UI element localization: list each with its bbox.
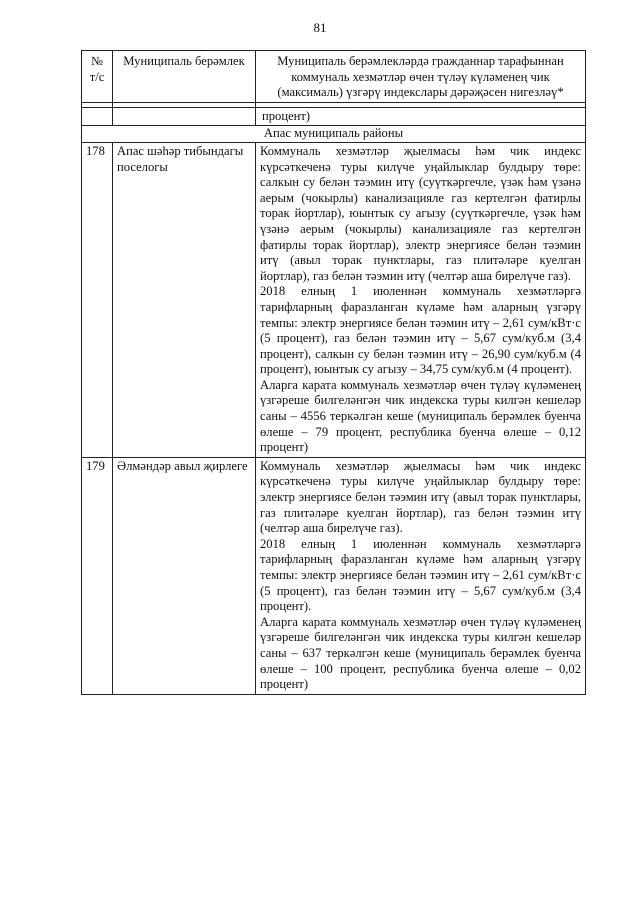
- description-paragraph: Коммуналь хезмәтләр җыелмасы һәм чик индекс күрсәткеченә туры килүче уңайлыклар булдыру төре: салкын су белән тәэмин итү (суүткәргечле, үзәк һәм үзәнә аерым (чокырлы) канализацияле газ кертелгән фатирлы торак йортлар), юынтык су агызу (суүткәргечле, үзәк һәм үзәнә аерым (чокырлы) канализацияле газ кертелгән фатирлы торак йортлар), электр энергиясе белән тәэмин итү (авыл торак пунктлары, газ плитәләре куелган йортлар), газ белән тәэмин итү (челтәр аша бирелүче газ).: [260, 143, 581, 283]
- continuation-text: процент): [256, 107, 586, 126]
- municipality-name: Апас шәһәр тибындагы поселогы: [113, 142, 256, 457]
- description-paragraph: Аларга карата коммуналь хезмәтләр өчен түләү күләменең үзгәреше билгеләнгән чик индекска туры килгән кешеләр саны – 637 теркәлгән кеше (муниципаль берәмлек буенча өлеше – 100 процент, республика буенча өлеше – 0,02 процент): [260, 614, 581, 692]
- description-paragraph: Аларга карата коммуналь хезмәтләр өчен түләү күләменең үзгәреше билгеләнгән чик индекска туры килгән кешеләр саны – 4556 теркәлгән кеше (муниципаль берәмлек буенча өлеше – 79 процент, республика буенча өлеше – 0,12 процент): [260, 377, 581, 455]
- header-justification: Муниципаль берәмлекләрдә гражданнар тарафыннан коммуналь хезмәтләр өчен түләү күләменең чик (максималь) үзгәрү индекслары дәрәҗәсен нигезләү*: [256, 51, 586, 103]
- tariff-index-table: [81, 50, 586, 695]
- row-number: 179: [82, 457, 113, 694]
- header-number: № т/с: [82, 51, 113, 103]
- continuation-row: [82, 107, 586, 126]
- row-number: 178: [82, 142, 113, 457]
- header-municipality: Муниципаль берәмлек: [113, 51, 256, 103]
- table-row: [82, 457, 586, 694]
- page-number: 81: [313, 20, 327, 35]
- row-description: [256, 142, 586, 457]
- row-description: [256, 457, 586, 694]
- municipality-name: Әлмәндәр авыл җирлеге: [113, 457, 256, 694]
- description-paragraph: 2018 елның 1 июленнән коммуналь хезмәтләргә тарифларның фаразланган күләме һәм аларның үзгәрү темпы: электр энергиясе белән тәэмин итү – 2,61 сум/кВт·с (5 процент), газ белән тәэмин итү – 5,67 сум/куб.м (3,4 процент).: [260, 536, 581, 614]
- table-row: [82, 142, 586, 457]
- table-header-row: [82, 51, 586, 103]
- description-paragraph: 2018 елның 1 июленнән коммуналь хезмәтләргә тарифларның фаразланган күләме һәм аларның үзгәрү темпы: электр энергиясе белән тәэмин итү – 2,61 сум/кВт·с (5 процент), газ белән тәэмин итү – 5,67 сум/куб.м (3,4 процент), салкын су белән тәэмин итү – 26,90 сум/куб.м (4 процент), юынтык су агызу – 34,75 сум/куб.м (4 процент).: [260, 284, 581, 377]
- section-row: [82, 126, 586, 143]
- description-paragraph: Коммуналь хезмәтләр җыелмасы һәм чик индекс күрсәткеченә туры килүче уңайлыклар булдыру төре: электр энергиясе белән тәэмин итү (авыл торак пунктлары, газ плитәләре куелган йортлар), газ белән тәэмин итү (челтәр аша бирелүче газ).: [260, 458, 581, 536]
- section-title: Апас муниципаль районы: [82, 126, 586, 143]
